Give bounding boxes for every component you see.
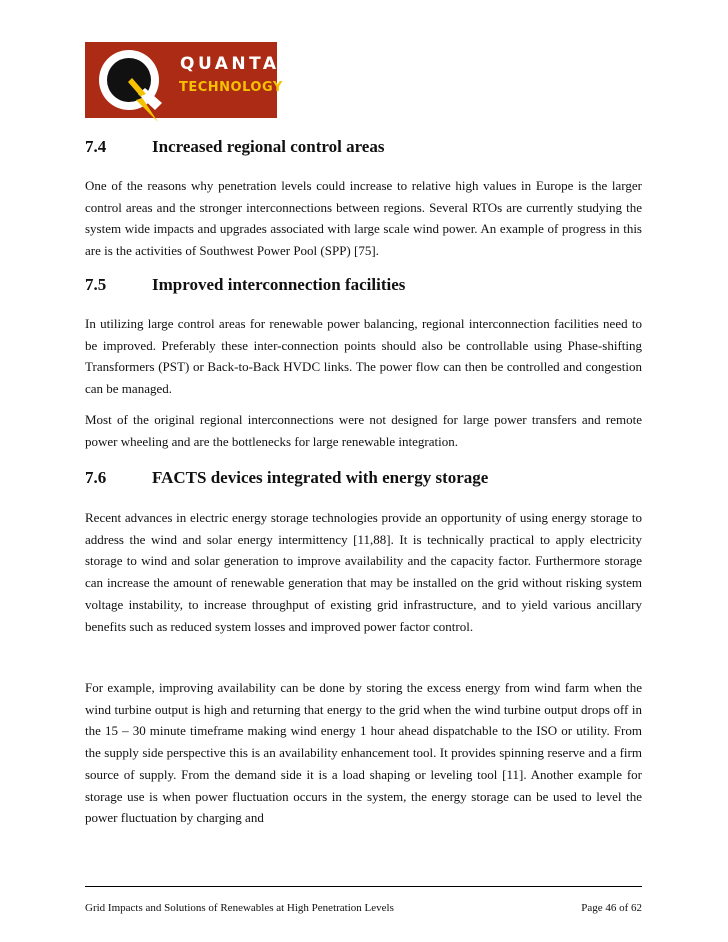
footer-page-number: Page 46 of 62 xyxy=(581,902,642,914)
body-paragraph: For example, improving availability can be done by storing the excess energy from wind farm when the wind turbine output is high and returning that energy to the grid when the wind turbine output drops off in the 15 – 30 minute timeframe making wind energy 1 hour ahead dispatchable to the ISO or utility. From the supply side perspective this is an availability enhancement tool. It provides spinning reserve and a firm source of supply. From the demand side it is a load shaping or leveling tool [11]. Another example for storage use is when power fluctuation occurs in the system, the energy storage can be used to level the power fluctuation by charging and xyxy=(85,680,642,826)
footer-document-title: Grid Impacts and Solutions of Renewables at High Penetration Levels xyxy=(85,902,394,914)
company-logo xyxy=(85,42,283,118)
lightning-bolt-icon xyxy=(128,78,160,122)
footer-divider xyxy=(85,886,642,887)
section-number: 7.5 xyxy=(85,275,107,294)
section-title: Increased regional control areas xyxy=(152,137,385,156)
section-number: 7.6 xyxy=(85,468,107,487)
logo-text-quanta: QUANTA xyxy=(180,54,280,74)
body-paragraph: Most of the original regional interconnections were not designed for large power transfers and remote power wheeling and are the bottlenecks for large renewable integration. xyxy=(85,412,642,449)
section-title: FACTS devices integrated with energy storage xyxy=(152,468,489,487)
body-paragraph: One of the reasons why penetration levels could increase to relative high values in Europe is the larger control areas and the stronger interconnections between regions. Several RTOs are currently studying the system wide impacts and upgrades associated with large scale wind power. An example of progress in this are is the activities of Southwest Power Pool (SPP) [75]. xyxy=(85,178,642,259)
body-paragraph: In utilizing large control areas for renewable power balancing, regional interconnection facilities need to be improved. Preferably these inter-connection points should also be controllable using Phase-shifting Transformers (PST) or Back-to-Back HVDC links. The power flow can then be controlled and congestion can be managed. xyxy=(85,316,642,397)
logo-text-technology: TECHNOLOGY xyxy=(179,80,283,95)
body-paragraph: Recent advances in electric energy storage technologies provide an opportunity of using energy storage to address the wind and solar energy intermittency [11,88]. It is technically practical to apply electricity storage to wind and solar generation to improve availability and the capacity factor. Furthermore storage can increase the amount of renewable generation that may be installed on the grid without risking system voltage instability, to increase throughput of existing grid infrastructure, and to yield various ancillary benefits such as reduced system losses and improved power factor control. xyxy=(85,510,642,634)
section-number: 7.4 xyxy=(85,137,107,156)
section-title: Improved interconnection facilities xyxy=(152,275,406,294)
